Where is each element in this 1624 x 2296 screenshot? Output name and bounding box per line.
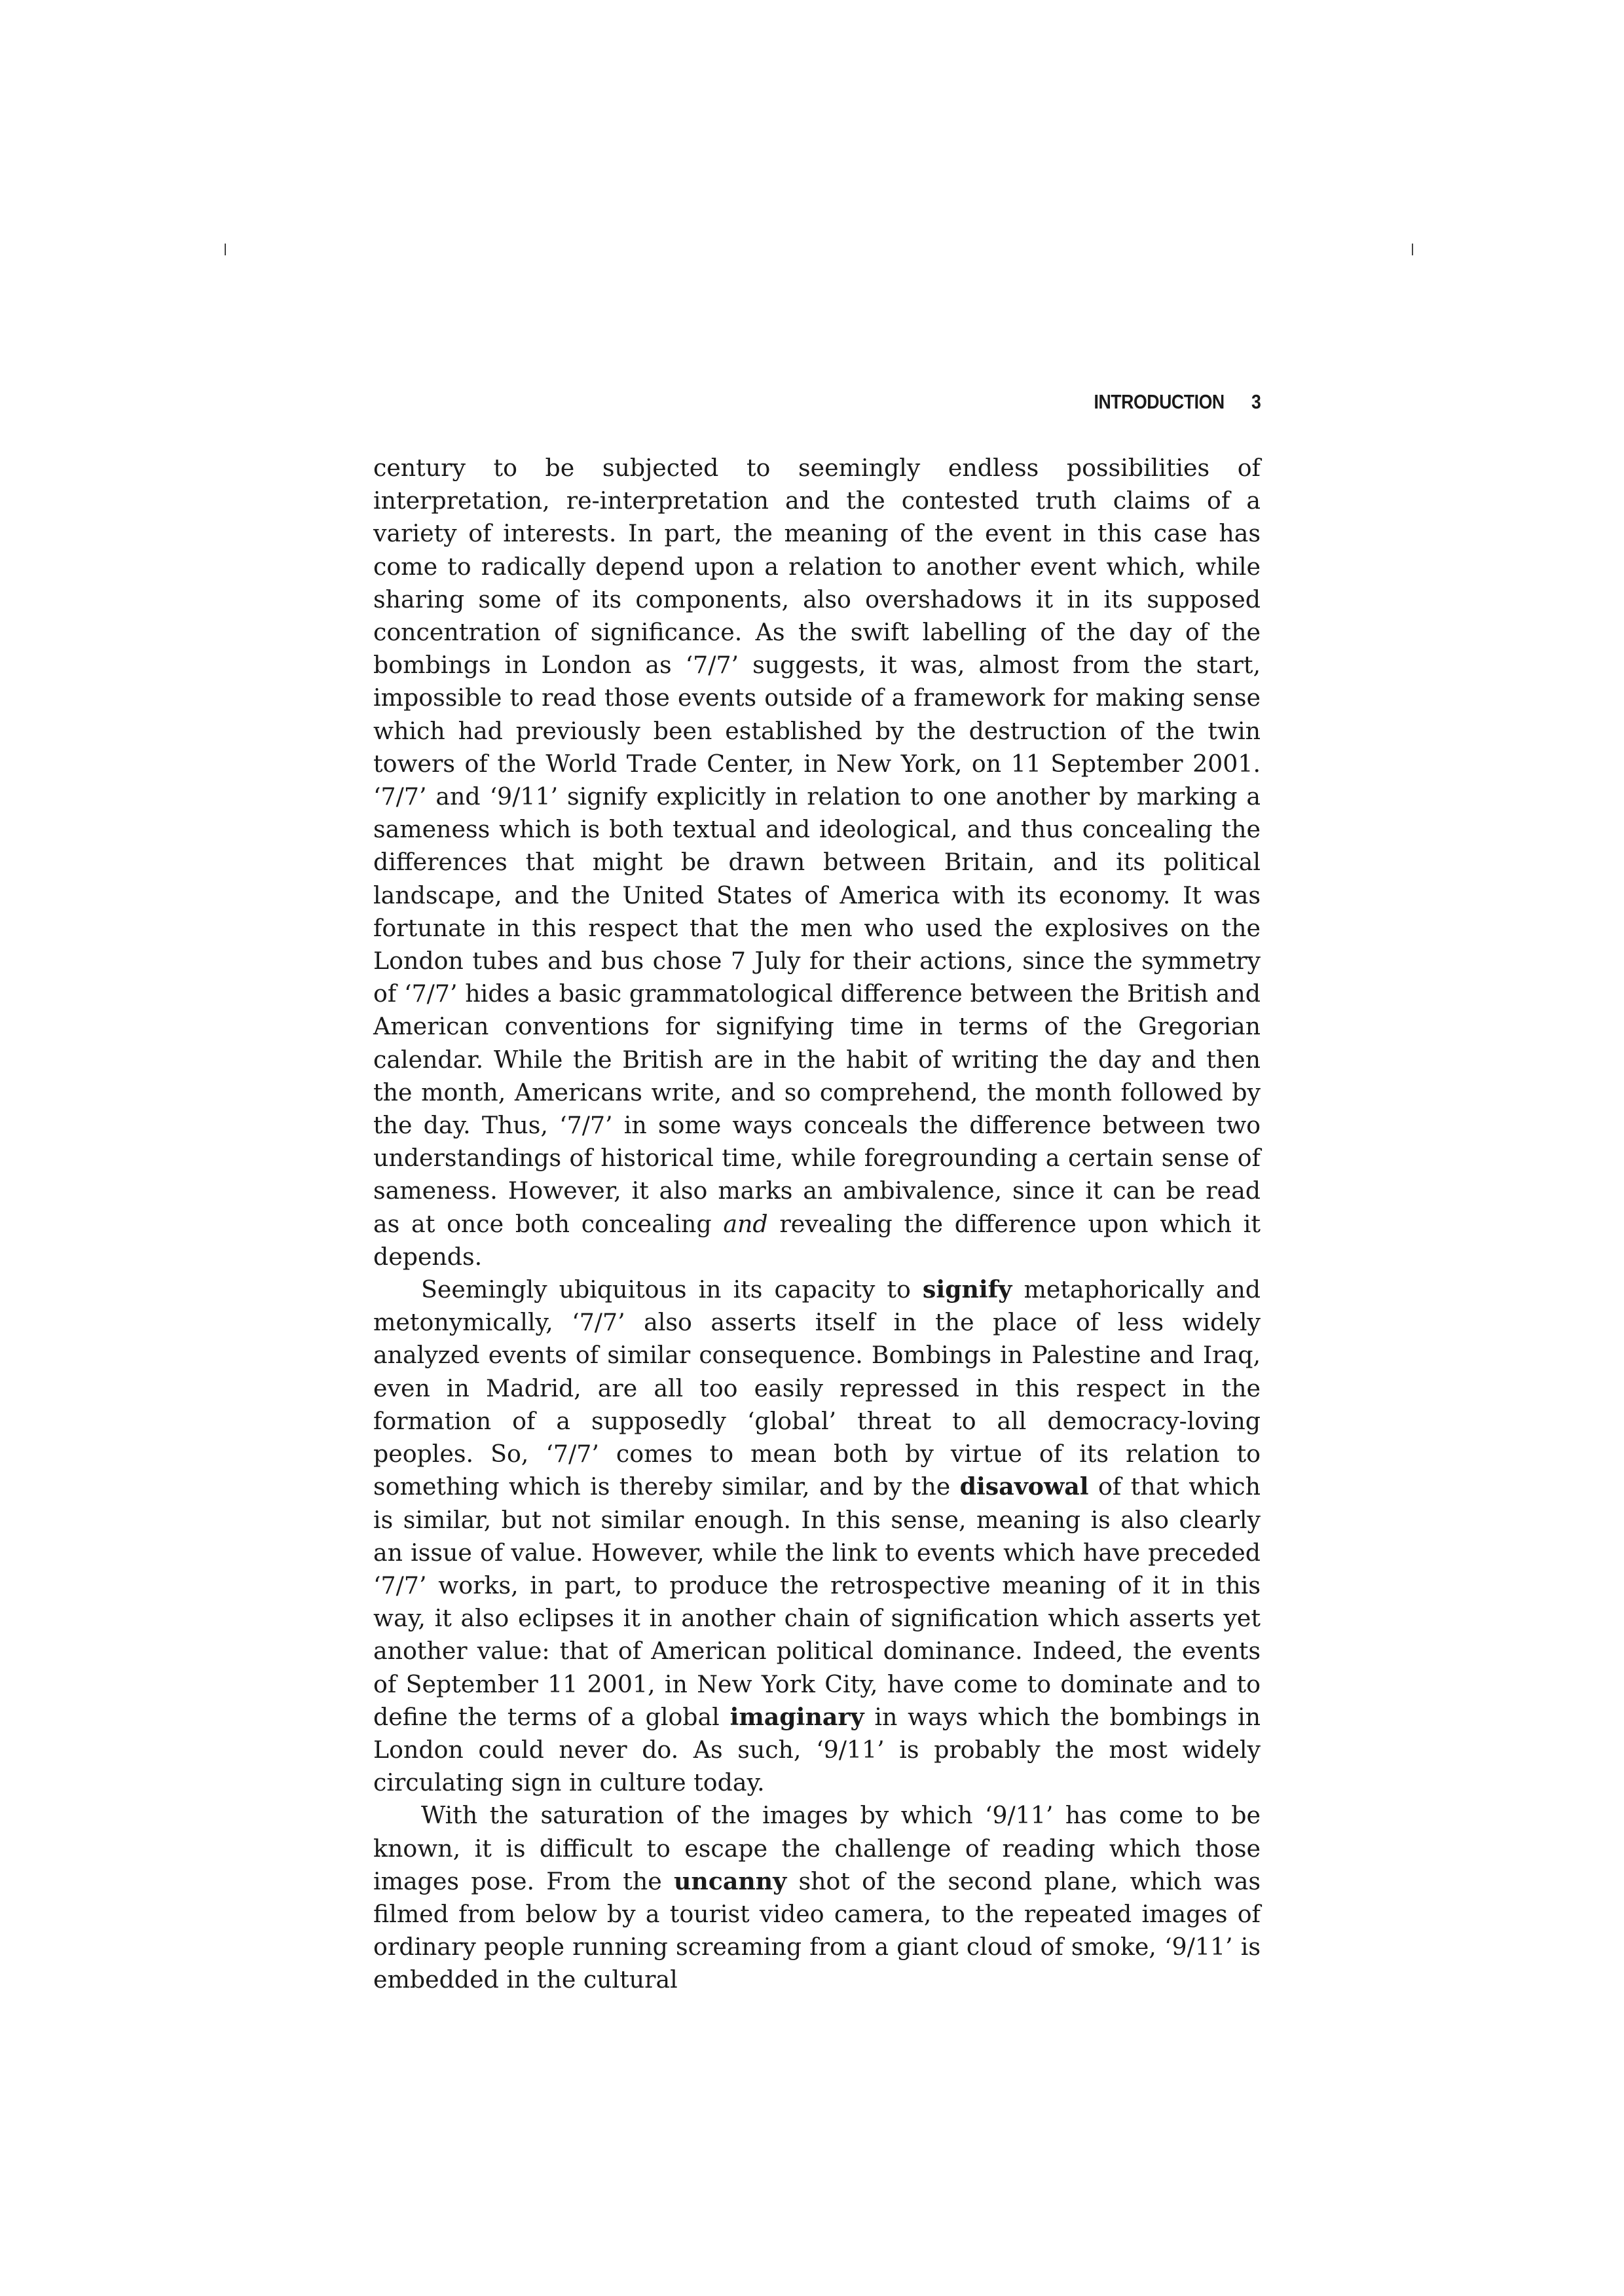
body-text (373, 452, 1261, 1997)
paragraph-2 (373, 1273, 1261, 1799)
running-head (1094, 390, 1261, 414)
crop-mark-right (1412, 244, 1413, 255)
paragraph-1-italic-and: and (723, 1209, 768, 1238)
paragraph-2-text-a: Seemingly ubiquitous in its capacity to (421, 1275, 923, 1304)
paragraph-3-text-a: With the saturation of the images by which ‘9/11’ has come to be known, it is difficult to escape the challenge of reading which those images pose. From the (373, 1801, 1261, 1895)
running-head-section: INTRODUCTION (1094, 390, 1225, 413)
paragraph-3 (373, 1799, 1261, 1996)
crop-mark-left (225, 244, 226, 255)
paragraph-1-text-b: revealing the difference upon which it depends. (373, 1209, 1261, 1271)
paragraph-1-text-a: century to be subjected to seemingly endless possibilities of interpretation, re-interpretation and the contested truth claims of a variety of interests. In part, the meaning of the event in this case has come to radically depend upon a relation to another event which, while sharing some of its components, also overshadows it in its supposed concentration of significance. As the swift labelling of the day of the bombings in London as ‘7/7’ suggests, it was, almost from the start, impossible to read those events outside of a framework for making sense which had previously been established by the destruction of the twin towers of the World Trade Center, in New York, on 11 September 2001. ‘7/7’ and ‘9/11’ signify explicitly in relation to one another by marking a sameness which is both textual and ideological, and thus concealing the differences that might be drawn between Britain, and its political landscape, and the United States of America with its economy. It was fortunate in this respect that the men who used the explosives on the London tubes and bus chose 7 July for their actions, since the symmetry of ‘7/7’ hides a basic grammatological difference between the British and American conventions for signifying time in terms of the Gregorian calendar. While the British are in the habit of writing the day and then the month, Americans write, and so comprehend, the month followed by the day. Thus, ‘7/7’ in some ways conceals the difference between two understandings of historical time, while foregrounding a certain sense of sameness. However, it also marks an ambivalence, since it can be read as at once both concealing (373, 454, 1261, 1238)
glossary-term-signify: signify (922, 1275, 1012, 1304)
paragraph-2-text-b: metaphorically and metonymically, ‘7/7’ also asserts itself in the place of less widely analyzed events of similar consequence. Bombings in Palestine and Iraq, even in Madrid, are all too easily repressed in this respect in the formation of a supposedly ‘global’ threat to all democracy-loving peoples. So, ‘7/7’ comes to mean both by virtue of its relation to something which is thereby similar, and by the (373, 1275, 1261, 1501)
paragraph-2-text-c: of that which is similar, but not similar enough. In this sense, meaning is also clearly an issue of value. However, while the link to events which have preceded ‘7/7’ works, in part, to produce the retrospective meaning of it in this way, it also eclipses it in another chain of signification which asserts yet another value: that of American political dominance. Indeed, the events of September 11 2001, in New York City, have come to dominate and to define the terms of a global (373, 1472, 1261, 1731)
glossary-term-uncanny: uncanny (673, 1867, 787, 1895)
page-number: 3 (1251, 390, 1261, 413)
paragraph-3-text-b: shot of the second plane, which was filmed from below by a tourist video camera, to the repeated images of ordinary people running screaming from a giant cloud of smoke, ‘9/11’ is embedded in the cultural (373, 1867, 1261, 1994)
paragraph-1 (373, 452, 1261, 1273)
glossary-term-imaginary: imaginary (729, 1702, 864, 1731)
paragraph-2-text-d: in ways which the bombings in London could never do. As such, ‘9/11’ is probably the most widely circulating sign in culture today. (373, 1702, 1261, 1797)
glossary-term-disavowal: disavowal (959, 1472, 1089, 1501)
